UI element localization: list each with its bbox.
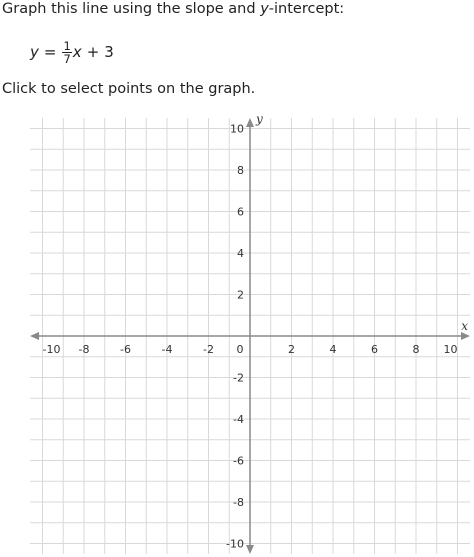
x-tick-label: -2 (203, 343, 214, 356)
y-tick-label: -10 (226, 537, 244, 551)
x-tick-label: 0 (236, 343, 244, 356)
x-tick-label: 10 (443, 343, 458, 356)
y-tick-label: -2 (233, 371, 244, 385)
x-tick-label: 8 (412, 343, 420, 356)
y-tick-label: 2 (237, 288, 244, 302)
y-axis-label: y (256, 112, 263, 126)
y-tick-label: 6 (237, 205, 244, 219)
tick-labels (43, 112, 469, 551)
prompt-text-end: -intercept: (268, 1, 345, 17)
x-tick-label: 6 (371, 343, 378, 356)
x-tick-label: -8 (78, 343, 90, 356)
y-tick-label: -4 (233, 413, 244, 426)
x-axis-left-arrow (30, 332, 39, 340)
x-axis-label: x (461, 319, 468, 333)
equation-plus: + (86, 43, 100, 61)
instruction-text: Click to select points on the graph. (2, 81, 256, 97)
equation-variable: x (72, 43, 82, 61)
x-tick-label: -10 (42, 343, 61, 356)
slope-numerator: 1 (63, 38, 71, 53)
x-tick-label: 4 (329, 343, 337, 356)
x-tick-label: -6 (120, 343, 131, 356)
prompt-variable: y (260, 1, 269, 17)
y-tick-label: -6 (233, 454, 244, 468)
y-tick-label: 10 (230, 122, 244, 136)
x-axis-right-arrow (461, 332, 470, 340)
y-axis-bottom-arrow (246, 545, 254, 554)
slope-denominator: 7 (63, 51, 71, 66)
prompt-text-start: Graph this line using the slope and (2, 1, 261, 17)
axes (30, 118, 470, 554)
y-tick-label: 8 (237, 164, 244, 177)
y-tick-label: -8 (233, 496, 244, 509)
y-axis-top-arrow (246, 118, 254, 127)
equation-equals: = (43, 43, 57, 61)
equation-constant: 3 (104, 43, 114, 61)
x-tick-label: -4 (161, 343, 173, 356)
x-tick-label: 2 (288, 343, 295, 356)
equation-lhs: y (30, 43, 39, 61)
y-tick-label: 4 (237, 247, 244, 260)
